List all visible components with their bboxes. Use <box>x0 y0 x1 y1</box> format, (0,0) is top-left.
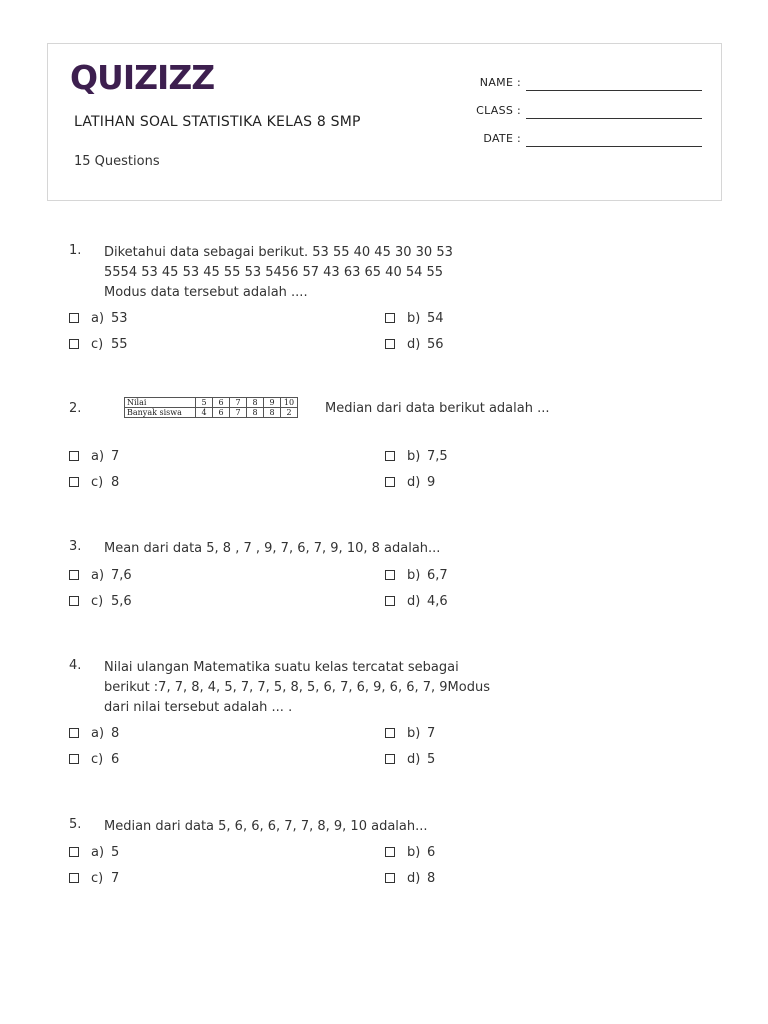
option-letter: d) <box>407 871 421 886</box>
question-text <box>104 243 484 303</box>
option-text: 53 <box>111 311 128 326</box>
option-letter: b) <box>407 845 421 860</box>
option-text: 7 <box>427 726 436 741</box>
worksheet-header <box>47 43 722 201</box>
option-letter: b) <box>407 726 421 741</box>
option-letter: c) <box>91 337 104 352</box>
question-count: 15 Questions <box>74 154 160 169</box>
table-cell: 8 <box>264 408 281 418</box>
option-letter: d) <box>407 475 421 490</box>
option-checkbox[interactable] <box>385 451 395 461</box>
date-label: DATE : <box>483 132 521 145</box>
question-number: 3. <box>69 539 82 554</box>
table-cell: 2 <box>281 408 298 418</box>
option-checkbox[interactable] <box>69 477 79 487</box>
option-text: 5 <box>111 845 120 860</box>
option-checkbox[interactable] <box>385 477 395 487</box>
option-text: 8 <box>111 475 120 490</box>
data-table <box>124 397 298 418</box>
question-line: Nilai ulangan Matematika suatu kelas tercatat sebagai <box>104 660 459 675</box>
question-line: 5554 53 45 53 45 55 53 5456 57 43 63 65 40 54 55 <box>104 265 444 280</box>
option-text: 4,6 <box>427 594 448 609</box>
question-line: berikut :7, 7, 8, 4, 5, 7, 7, 5, 8, 5, 6, 7, 6, 9, 6, 6, 7, 9Modus <box>104 680 490 695</box>
name-label: NAME : <box>479 76 521 89</box>
option-text: 6 <box>427 845 436 860</box>
option-checkbox[interactable] <box>385 339 395 349</box>
table-row <box>125 398 298 408</box>
question-number: 1. <box>69 243 82 258</box>
question-text <box>104 817 484 837</box>
name-line <box>526 90 702 91</box>
table-cell: 9 <box>264 398 281 408</box>
question-line: Diketahui data sebagai berikut. 53 55 40 45 30 30 53 <box>104 245 453 260</box>
option-letter: b) <box>407 449 421 464</box>
option-letter: a) <box>91 568 105 583</box>
option-text: 7,5 <box>427 449 448 464</box>
question-number: 4. <box>69 658 82 673</box>
option-checkbox[interactable] <box>385 847 395 857</box>
option-checkbox[interactable] <box>385 873 395 883</box>
option-checkbox[interactable] <box>385 728 395 738</box>
class-label: CLASS : <box>476 104 521 117</box>
option-text: 6 <box>111 752 120 767</box>
option-letter: a) <box>91 845 105 860</box>
option-checkbox[interactable] <box>69 339 79 349</box>
table-cell: 6 <box>213 398 230 408</box>
option-letter: d) <box>407 752 421 767</box>
question-text <box>104 539 484 559</box>
option-checkbox[interactable] <box>69 570 79 580</box>
table-cell: 5 <box>196 398 213 408</box>
option-text: 7 <box>111 449 120 464</box>
option-text: 7,6 <box>111 568 132 583</box>
option-letter: c) <box>91 752 104 767</box>
option-letter: c) <box>91 871 104 886</box>
table-cell: 8 <box>247 408 264 418</box>
option-text: 6,7 <box>427 568 448 583</box>
option-text: 7 <box>111 871 120 886</box>
option-checkbox[interactable] <box>385 596 395 606</box>
question-line: dari nilai tersebut adalah ... . <box>104 700 293 715</box>
worksheet-title: LATIHAN SOAL STATISTIKA KELAS 8 SMP <box>74 114 361 130</box>
option-checkbox[interactable] <box>69 313 79 323</box>
question-line: Mean dari data 5, 8 , 7 , 9, 7, 6, 7, 9, 10, 8 adalah... <box>104 541 441 556</box>
table-cell: 8 <box>247 398 264 408</box>
question-number: 5. <box>69 817 82 832</box>
option-text: 8 <box>111 726 120 741</box>
option-text: 9 <box>427 475 436 490</box>
question-line: Median dari data 5, 6, 6, 6, 7, 7, 8, 9, 10 adalah... <box>104 819 428 834</box>
table-cell: 10 <box>281 398 298 408</box>
option-text: 55 <box>111 337 128 352</box>
option-checkbox[interactable] <box>69 596 79 606</box>
table-cell: 7 <box>230 398 247 408</box>
option-letter: a) <box>91 311 105 326</box>
option-letter: b) <box>407 568 421 583</box>
option-letter: b) <box>407 311 421 326</box>
option-checkbox[interactable] <box>385 570 395 580</box>
option-checkbox[interactable] <box>69 847 79 857</box>
option-letter: d) <box>407 337 421 352</box>
table-row <box>125 408 298 418</box>
option-text: 56 <box>427 337 444 352</box>
option-letter: d) <box>407 594 421 609</box>
option-letter: a) <box>91 449 105 464</box>
option-checkbox[interactable] <box>385 313 395 323</box>
option-checkbox[interactable] <box>69 754 79 764</box>
table-row-label: Banyak siswa <box>125 408 196 418</box>
table-cell: 6 <box>213 408 230 418</box>
question-text <box>104 658 524 718</box>
question-line: Modus data tersebut adalah .... <box>104 285 308 300</box>
option-checkbox[interactable] <box>385 754 395 764</box>
question-number: 2. <box>69 401 82 416</box>
option-text: 54 <box>427 311 444 326</box>
option-letter: c) <box>91 475 104 490</box>
table-cell: 7 <box>230 408 247 418</box>
class-line <box>526 118 702 119</box>
table-row-label: Nilai <box>125 398 196 408</box>
option-text: 8 <box>427 871 436 886</box>
option-letter: a) <box>91 726 105 741</box>
option-checkbox[interactable] <box>69 451 79 461</box>
option-text: 5 <box>427 752 436 767</box>
table-cell: 4 <box>196 408 213 418</box>
option-letter: c) <box>91 594 104 609</box>
option-checkbox[interactable] <box>69 873 79 883</box>
option-text: 5,6 <box>111 594 132 609</box>
option-checkbox[interactable] <box>69 728 79 738</box>
quizizz-logo: QUIZIZZ <box>70 58 215 97</box>
date-line <box>526 146 702 147</box>
question-text: Median dari data berikut adalah ... <box>325 401 550 416</box>
